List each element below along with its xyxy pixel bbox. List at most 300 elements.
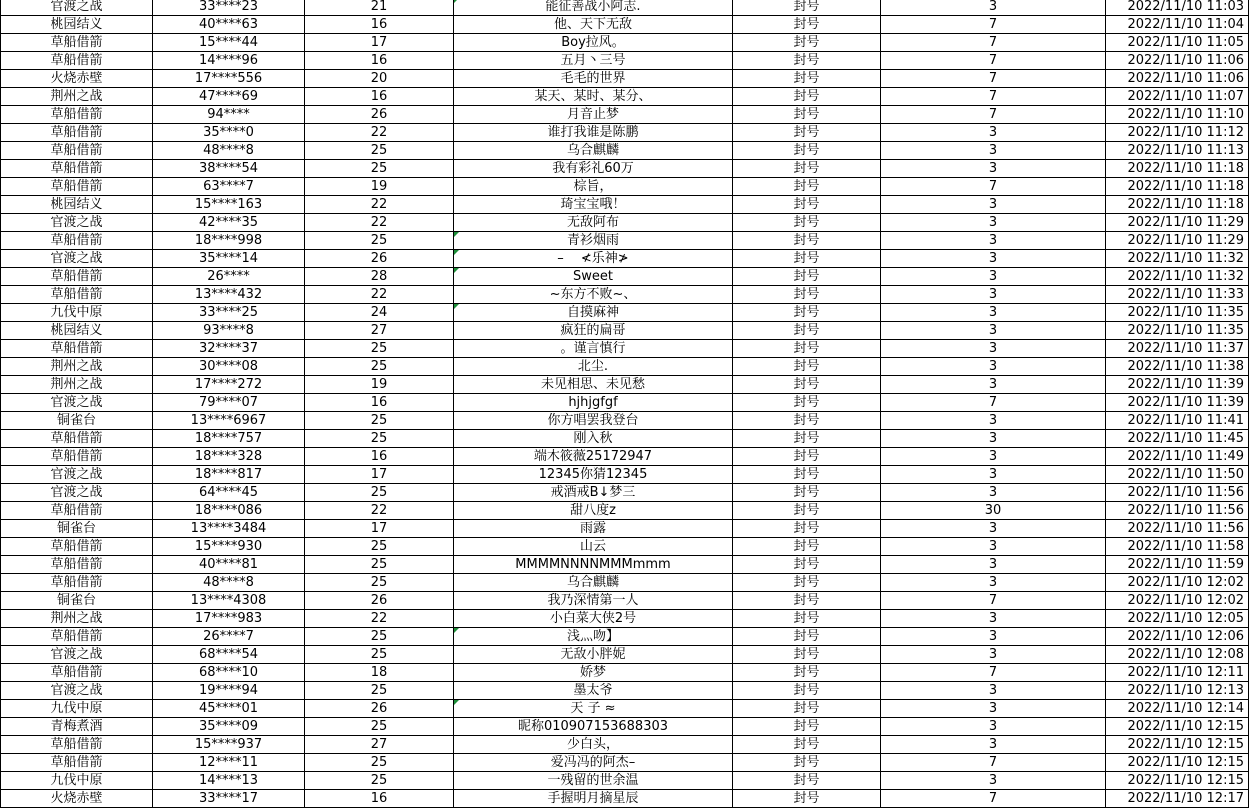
status-cell[interactable]: 封号 [733,286,881,304]
status-cell[interactable]: 封号 [733,466,881,484]
days-cell[interactable]: 7 [881,34,1106,52]
time-cell[interactable]: 2022/11/10 12:05 [1106,610,1249,628]
server-cell[interactable]: 草船借箭 [1,268,153,286]
server-cell[interactable]: 官渡之战 [1,250,153,268]
name-cell[interactable]: 天 子 ≈ [454,700,733,718]
name-cell[interactable]: 无敌小胖妮 [454,646,733,664]
status-cell[interactable]: 封号 [733,520,881,538]
time-cell[interactable]: 2022/11/10 11:18 [1106,178,1249,196]
days-cell[interactable]: 3 [881,538,1106,556]
status-cell[interactable]: 封号 [733,646,881,664]
time-cell[interactable]: 2022/11/10 11:50 [1106,466,1249,484]
time-cell[interactable]: 2022/11/10 11:45 [1106,430,1249,448]
level-cell[interactable]: 27 [305,322,454,340]
level-cell[interactable]: 22 [305,196,454,214]
server-cell[interactable]: 官渡之战 [1,214,153,232]
status-cell[interactable]: 封号 [733,700,881,718]
time-cell[interactable]: 2022/11/10 11:41 [1106,412,1249,430]
level-cell[interactable]: 22 [305,502,454,520]
time-cell[interactable]: 2022/11/10 11:56 [1106,520,1249,538]
server-cell[interactable]: 铜雀台 [1,520,153,538]
name-cell[interactable]: 12345你猜12345 [454,466,733,484]
level-cell[interactable]: 21 [305,0,454,16]
days-cell[interactable]: 3 [881,646,1106,664]
status-cell[interactable]: 封号 [733,142,881,160]
server-cell[interactable]: 草船借箭 [1,430,153,448]
time-cell[interactable]: 2022/11/10 11:56 [1106,484,1249,502]
time-cell[interactable]: 2022/11/10 12:13 [1106,682,1249,700]
name-cell[interactable]: 昵称010907153688303 [454,718,733,736]
level-cell[interactable]: 16 [305,448,454,466]
status-cell[interactable]: 封号 [733,88,881,106]
status-cell[interactable]: 封号 [733,538,881,556]
days-cell[interactable]: 3 [881,160,1106,178]
days-cell[interactable]: 3 [881,448,1106,466]
level-cell[interactable]: 19 [305,178,454,196]
name-cell[interactable]: 自摸麻神 [454,304,733,322]
status-cell[interactable]: 封号 [733,160,881,178]
level-cell[interactable]: 22 [305,214,454,232]
account-cell[interactable]: 68****54 [153,646,305,664]
days-cell[interactable]: 7 [881,16,1106,34]
time-cell[interactable]: 2022/11/10 12:06 [1106,628,1249,646]
level-cell[interactable]: 25 [305,556,454,574]
days-cell[interactable]: 3 [881,304,1106,322]
server-cell[interactable]: 草船借箭 [1,106,153,124]
days-cell[interactable]: 7 [881,394,1106,412]
days-cell[interactable]: 3 [881,484,1106,502]
time-cell[interactable]: 2022/11/10 11:12 [1106,124,1249,142]
account-cell[interactable]: 13****432 [153,286,305,304]
account-cell[interactable]: 17****556 [153,70,305,88]
time-cell[interactable]: 2022/11/10 11:38 [1106,358,1249,376]
server-cell[interactable]: 官渡之战 [1,682,153,700]
time-cell[interactable]: 2022/11/10 11:03 [1106,0,1249,16]
server-cell[interactable]: 草船借箭 [1,448,153,466]
account-cell[interactable]: 93****8 [153,322,305,340]
account-cell[interactable]: 26**** [153,268,305,286]
days-cell[interactable]: 3 [881,196,1106,214]
level-cell[interactable]: 25 [305,718,454,736]
status-cell[interactable]: 封号 [733,682,881,700]
account-cell[interactable]: 17****272 [153,376,305,394]
level-cell[interactable]: 25 [305,754,454,772]
server-cell[interactable]: 桃园结义 [1,196,153,214]
account-cell[interactable]: 13****3484 [153,520,305,538]
status-cell[interactable]: 封号 [733,34,881,52]
status-cell[interactable]: 封号 [733,754,881,772]
name-cell[interactable]: 能征善战小阿志. [454,0,733,16]
status-cell[interactable]: 封号 [733,394,881,412]
account-cell[interactable]: 33****17 [153,790,305,808]
level-cell[interactable]: 22 [305,610,454,628]
server-cell[interactable]: 官渡之战 [1,484,153,502]
server-cell[interactable]: 草船借箭 [1,340,153,358]
level-cell[interactable]: 24 [305,304,454,322]
time-cell[interactable]: 2022/11/10 12:15 [1106,754,1249,772]
server-cell[interactable]: 火烧赤壁 [1,790,153,808]
days-cell[interactable]: 7 [881,664,1106,682]
days-cell[interactable]: 7 [881,790,1106,808]
days-cell[interactable]: 3 [881,322,1106,340]
name-cell[interactable]: 某天、某时、某分、 [454,88,733,106]
server-cell[interactable]: 草船借箭 [1,34,153,52]
server-cell[interactable]: 荆州之战 [1,88,153,106]
account-cell[interactable]: 32****37 [153,340,305,358]
name-cell[interactable]: 浅灬吻】 [454,628,733,646]
status-cell[interactable]: 封号 [733,736,881,754]
time-cell[interactable]: 2022/11/10 11:33 [1106,286,1249,304]
time-cell[interactable]: 2022/11/10 12:08 [1106,646,1249,664]
time-cell[interactable]: 2022/11/10 11:37 [1106,340,1249,358]
days-cell[interactable]: 3 [881,232,1106,250]
server-cell[interactable]: 官渡之战 [1,646,153,664]
level-cell[interactable]: 25 [305,538,454,556]
status-cell[interactable]: 封号 [733,772,881,790]
level-cell[interactable]: 25 [305,772,454,790]
server-cell[interactable]: 九伐中原 [1,304,153,322]
level-cell[interactable]: 25 [305,484,454,502]
name-cell[interactable]: ~东方不败~、 [454,286,733,304]
level-cell[interactable]: 28 [305,268,454,286]
status-cell[interactable]: 封号 [733,304,881,322]
server-cell[interactable]: 草船借箭 [1,124,153,142]
server-cell[interactable]: 草船借箭 [1,52,153,70]
time-cell[interactable]: 2022/11/10 11:10 [1106,106,1249,124]
server-cell[interactable]: 官渡之战 [1,394,153,412]
time-cell[interactable]: 2022/11/10 12:15 [1106,718,1249,736]
name-cell[interactable]: 未见相思、未见愁 [454,376,733,394]
account-cell[interactable]: 38****54 [153,160,305,178]
account-cell[interactable]: 79****07 [153,394,305,412]
account-cell[interactable]: 15****163 [153,196,305,214]
status-cell[interactable]: 封号 [733,556,881,574]
days-cell[interactable]: 3 [881,412,1106,430]
level-cell[interactable]: 25 [305,160,454,178]
level-cell[interactable]: 26 [305,250,454,268]
name-cell[interactable]: 甜八度z [454,502,733,520]
level-cell[interactable]: 25 [305,358,454,376]
name-cell[interactable]: 手握明月摘星辰 [454,790,733,808]
name-cell[interactable]: 端木筱薇25172947 [454,448,733,466]
status-cell[interactable]: 封号 [733,412,881,430]
name-cell[interactable]: 小白菜大侠2号 [454,610,733,628]
days-cell[interactable]: 30 [881,502,1106,520]
status-cell[interactable]: 封号 [733,106,881,124]
account-cell[interactable]: 35****09 [153,718,305,736]
account-cell[interactable]: 12****11 [153,754,305,772]
account-cell[interactable]: 63****7 [153,178,305,196]
name-cell[interactable]: Sweet [454,268,733,286]
account-cell[interactable]: 14****13 [153,772,305,790]
account-cell[interactable]: 18****757 [153,430,305,448]
level-cell[interactable]: 17 [305,466,454,484]
server-cell[interactable]: 九伐中原 [1,772,153,790]
days-cell[interactable]: 3 [881,0,1106,16]
level-cell[interactable]: 16 [305,88,454,106]
time-cell[interactable]: 2022/11/10 11:13 [1106,142,1249,160]
account-cell[interactable]: 13****6967 [153,412,305,430]
level-cell[interactable]: 17 [305,34,454,52]
account-cell[interactable]: 94**** [153,106,305,124]
status-cell[interactable]: 封号 [733,718,881,736]
name-cell[interactable]: 五月丶三号 [454,52,733,70]
name-cell[interactable]: Boy拉风。 [454,34,733,52]
status-cell[interactable]: 封号 [733,124,881,142]
time-cell[interactable]: 2022/11/10 12:15 [1106,736,1249,754]
account-cell[interactable]: 18****328 [153,448,305,466]
account-cell[interactable]: 33****25 [153,304,305,322]
name-cell[interactable]: 雨露 [454,520,733,538]
name-cell[interactable]: 无敌阿布 [454,214,733,232]
server-cell[interactable]: 铜雀台 [1,412,153,430]
status-cell[interactable]: 封号 [733,250,881,268]
name-cell[interactable]: 墨太爷 [454,682,733,700]
level-cell[interactable]: 25 [305,142,454,160]
level-cell[interactable]: 22 [305,124,454,142]
level-cell[interactable]: 17 [305,520,454,538]
server-cell[interactable]: 铜雀台 [1,592,153,610]
time-cell[interactable]: 2022/11/10 11:04 [1106,16,1249,34]
account-cell[interactable]: 19****94 [153,682,305,700]
time-cell[interactable]: 2022/11/10 11:06 [1106,70,1249,88]
days-cell[interactable]: 7 [881,106,1106,124]
level-cell[interactable]: 25 [305,628,454,646]
level-cell[interactable]: 16 [305,790,454,808]
status-cell[interactable]: 封号 [733,0,881,16]
time-cell[interactable]: 2022/11/10 11:18 [1106,196,1249,214]
server-cell[interactable]: 草船借箭 [1,142,153,160]
time-cell[interactable]: 2022/11/10 11:32 [1106,268,1249,286]
days-cell[interactable]: 7 [881,70,1106,88]
name-cell[interactable]: 毛毛的世界 [454,70,733,88]
server-cell[interactable]: 草船借箭 [1,160,153,178]
time-cell[interactable]: 2022/11/10 12:17 [1106,790,1249,808]
level-cell[interactable]: 16 [305,52,454,70]
days-cell[interactable]: 3 [881,700,1106,718]
level-cell[interactable]: 26 [305,592,454,610]
time-cell[interactable]: 2022/11/10 12:02 [1106,592,1249,610]
days-cell[interactable]: 3 [881,214,1106,232]
server-cell[interactable]: 官渡之战 [1,0,153,16]
status-cell[interactable]: 封号 [733,340,881,358]
name-cell[interactable]: 他、天下无敌 [454,16,733,34]
status-cell[interactable]: 封号 [733,664,881,682]
name-cell[interactable]: 一残留的世余温 [454,772,733,790]
level-cell[interactable]: 18 [305,664,454,682]
name-cell[interactable]: 娇梦 [454,664,733,682]
status-cell[interactable]: 封号 [733,448,881,466]
time-cell[interactable]: 2022/11/10 11:35 [1106,322,1249,340]
time-cell[interactable]: 2022/11/10 11:39 [1106,376,1249,394]
days-cell[interactable]: 3 [881,124,1106,142]
server-cell[interactable]: 草船借箭 [1,664,153,682]
name-cell[interactable]: 刚入秋 [454,430,733,448]
time-cell[interactable]: 2022/11/10 11:29 [1106,214,1249,232]
days-cell[interactable]: 3 [881,250,1106,268]
time-cell[interactable]: 2022/11/10 11:29 [1106,232,1249,250]
name-cell[interactable]: 。谨言慎行 [454,340,733,358]
days-cell[interactable]: 3 [881,376,1106,394]
server-cell[interactable]: 草船借箭 [1,556,153,574]
days-cell[interactable]: 3 [881,142,1106,160]
status-cell[interactable]: 封号 [733,178,881,196]
days-cell[interactable]: 7 [881,52,1106,70]
days-cell[interactable]: 3 [881,772,1106,790]
account-cell[interactable]: 47****69 [153,88,305,106]
server-cell[interactable]: 桃园结义 [1,322,153,340]
days-cell[interactable]: 3 [881,718,1106,736]
name-cell[interactable]: MMMMNNNNMMMmmm [454,556,733,574]
time-cell[interactable]: 2022/11/10 12:11 [1106,664,1249,682]
days-cell[interactable]: 3 [881,340,1106,358]
name-cell[interactable]: 你方唱罢我登台 [454,412,733,430]
days-cell[interactable]: 3 [881,628,1106,646]
name-cell[interactable]: 青衫烟雨 [454,232,733,250]
status-cell[interactable]: 封号 [733,502,881,520]
level-cell[interactable]: 26 [305,700,454,718]
server-cell[interactable]: 荆州之战 [1,610,153,628]
account-cell[interactable]: 15****937 [153,736,305,754]
days-cell[interactable]: 3 [881,556,1106,574]
status-cell[interactable]: 封号 [733,268,881,286]
days-cell[interactable]: 3 [881,574,1106,592]
account-cell[interactable]: 33****23 [153,0,305,16]
account-cell[interactable]: 40****81 [153,556,305,574]
server-cell[interactable]: 草船借箭 [1,286,153,304]
days-cell[interactable]: 3 [881,682,1106,700]
account-cell[interactable]: 40****63 [153,16,305,34]
status-cell[interactable]: 封号 [733,214,881,232]
time-cell[interactable]: 2022/11/10 11:58 [1106,538,1249,556]
account-cell[interactable]: 15****44 [153,34,305,52]
days-cell[interactable]: 3 [881,268,1106,286]
days-cell[interactable]: 3 [881,736,1106,754]
status-cell[interactable]: 封号 [733,322,881,340]
status-cell[interactable]: 封号 [733,16,881,34]
time-cell[interactable]: 2022/11/10 12:15 [1106,772,1249,790]
account-cell[interactable]: 14****96 [153,52,305,70]
server-cell[interactable]: 火烧赤壁 [1,70,153,88]
account-cell[interactable]: 18****998 [153,232,305,250]
server-cell[interactable]: 草船借箭 [1,502,153,520]
days-cell[interactable]: 3 [881,430,1106,448]
level-cell[interactable]: 25 [305,430,454,448]
account-cell[interactable]: 64****45 [153,484,305,502]
server-cell[interactable]: 草船借箭 [1,736,153,754]
server-cell[interactable]: 荆州之战 [1,376,153,394]
status-cell[interactable]: 封号 [733,376,881,394]
time-cell[interactable]: 2022/11/10 11:32 [1106,250,1249,268]
time-cell[interactable]: 2022/11/10 11:56 [1106,502,1249,520]
time-cell[interactable]: 2022/11/10 11:35 [1106,304,1249,322]
name-cell[interactable]: hjhjgfgf [454,394,733,412]
name-cell[interactable]: – ≮乐神≯ [454,250,733,268]
level-cell[interactable]: 27 [305,736,454,754]
days-cell[interactable]: 3 [881,286,1106,304]
account-cell[interactable]: 18****817 [153,466,305,484]
level-cell[interactable]: 25 [305,340,454,358]
level-cell[interactable]: 22 [305,286,454,304]
name-cell[interactable]: 月音止梦 [454,106,733,124]
account-cell[interactable]: 42****35 [153,214,305,232]
time-cell[interactable]: 2022/11/10 11:49 [1106,448,1249,466]
server-cell[interactable]: 草船借箭 [1,178,153,196]
server-cell[interactable]: 草船借箭 [1,538,153,556]
days-cell[interactable]: 3 [881,466,1106,484]
account-cell[interactable]: 68****10 [153,664,305,682]
name-cell[interactable]: 乌合麒麟 [454,574,733,592]
name-cell[interactable]: 乌合麒麟 [454,142,733,160]
server-cell[interactable]: 草船借箭 [1,574,153,592]
status-cell[interactable]: 封号 [733,430,881,448]
name-cell[interactable]: 疯狂的扁哥 [454,322,733,340]
name-cell[interactable]: 爱冯冯的阿杰– [454,754,733,772]
days-cell[interactable]: 3 [881,358,1106,376]
account-cell[interactable]: 48****8 [153,574,305,592]
level-cell[interactable]: 25 [305,574,454,592]
status-cell[interactable]: 封号 [733,574,881,592]
server-cell[interactable]: 桃园结义 [1,16,153,34]
status-cell[interactable]: 封号 [733,592,881,610]
account-cell[interactable]: 48****8 [153,142,305,160]
time-cell[interactable]: 2022/11/10 11:39 [1106,394,1249,412]
days-cell[interactable]: 7 [881,754,1106,772]
time-cell[interactable]: 2022/11/10 11:06 [1106,52,1249,70]
time-cell[interactable]: 2022/11/10 11:18 [1106,160,1249,178]
level-cell[interactable]: 25 [305,646,454,664]
account-cell[interactable]: 13****4308 [153,592,305,610]
server-cell[interactable]: 草船借箭 [1,232,153,250]
name-cell[interactable]: 棕旨， [454,178,733,196]
time-cell[interactable]: 2022/11/10 11:07 [1106,88,1249,106]
account-cell[interactable]: 35****0 [153,124,305,142]
account-cell[interactable]: 26****7 [153,628,305,646]
name-cell[interactable]: 北尘. [454,358,733,376]
status-cell[interactable]: 封号 [733,232,881,250]
name-cell[interactable]: 谁打我谁是陈鹏 [454,124,733,142]
status-cell[interactable]: 封号 [733,196,881,214]
name-cell[interactable]: 我乃深情第一人 [454,592,733,610]
name-cell[interactable]: 山云 [454,538,733,556]
account-cell[interactable]: 17****983 [153,610,305,628]
days-cell[interactable]: 7 [881,88,1106,106]
account-cell[interactable]: 15****930 [153,538,305,556]
days-cell[interactable]: 3 [881,610,1106,628]
level-cell[interactable]: 25 [305,232,454,250]
time-cell[interactable]: 2022/11/10 11:05 [1106,34,1249,52]
account-cell[interactable]: 30****08 [153,358,305,376]
level-cell[interactable]: 20 [305,70,454,88]
status-cell[interactable]: 封号 [733,52,881,70]
level-cell[interactable]: 16 [305,394,454,412]
days-cell[interactable]: 7 [881,178,1106,196]
name-cell[interactable]: 少白头， [454,736,733,754]
level-cell[interactable]: 16 [305,16,454,34]
server-cell[interactable]: 草船借箭 [1,754,153,772]
account-cell[interactable]: 18****086 [153,502,305,520]
time-cell[interactable]: 2022/11/10 12:14 [1106,700,1249,718]
time-cell[interactable]: 2022/11/10 11:59 [1106,556,1249,574]
name-cell[interactable]: 戒酒戒B↓梦三 [454,484,733,502]
server-cell[interactable]: 草船借箭 [1,628,153,646]
account-cell[interactable]: 45****01 [153,700,305,718]
status-cell[interactable]: 封号 [733,358,881,376]
level-cell[interactable]: 26 [305,106,454,124]
days-cell[interactable]: 3 [881,520,1106,538]
status-cell[interactable]: 封号 [733,790,881,808]
status-cell[interactable]: 封号 [733,70,881,88]
